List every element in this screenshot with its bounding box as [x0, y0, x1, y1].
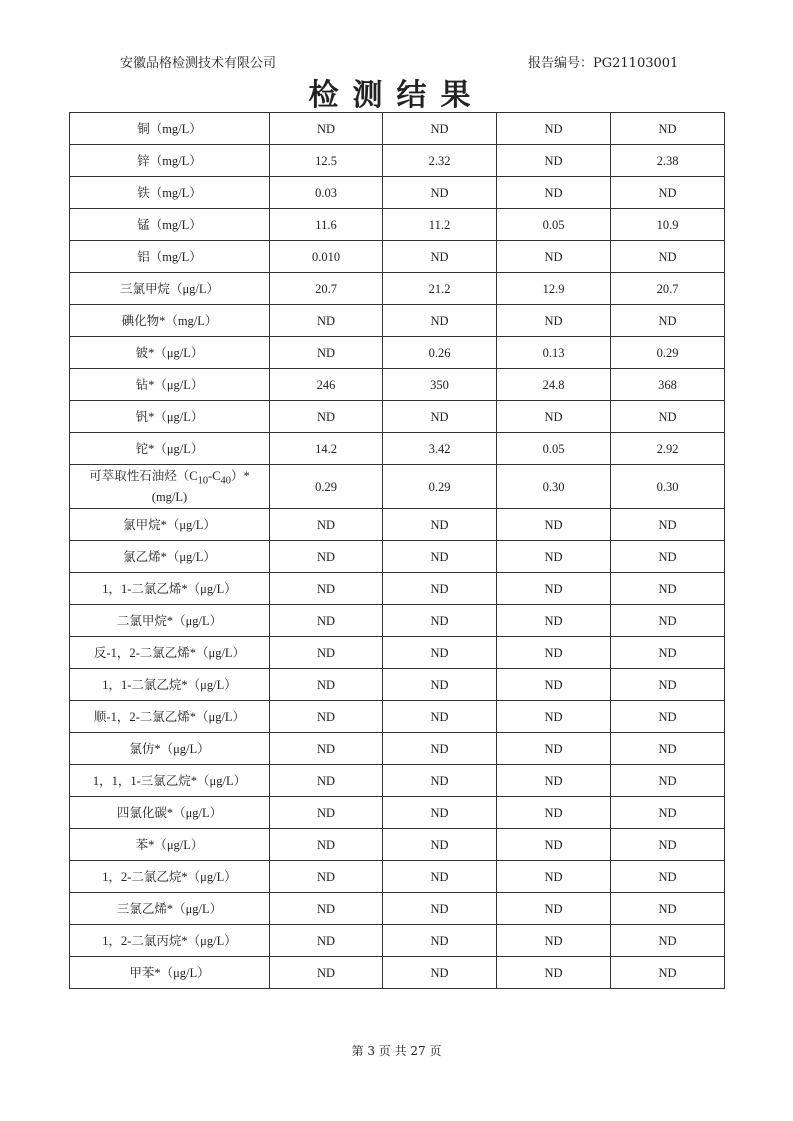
result-value: ND	[383, 573, 497, 605]
result-value: ND	[497, 893, 611, 925]
table-row	[70, 305, 725, 337]
table-row	[70, 145, 725, 177]
result-value: 0.05	[497, 433, 611, 465]
table-row	[70, 241, 725, 273]
parameter-name: 1，2-二氯乙烷*（μg/L）	[70, 861, 270, 893]
table-row	[70, 733, 725, 765]
result-value: 0.13	[497, 337, 611, 369]
result-value: ND	[497, 573, 611, 605]
table-row	[70, 509, 725, 541]
parameter-name-part: 10	[197, 475, 209, 487]
result-value: 0.05	[497, 209, 611, 241]
result-value: 0.03	[270, 177, 383, 209]
result-value: ND	[611, 305, 725, 337]
result-value: ND	[611, 573, 725, 605]
result-value: ND	[497, 241, 611, 273]
result-value: ND	[383, 797, 497, 829]
result-value: ND	[270, 509, 383, 541]
result-value: ND	[611, 177, 725, 209]
parameter-name: 氯甲烷*（μg/L）	[70, 509, 270, 541]
table-row	[70, 829, 725, 861]
result-value: ND	[383, 113, 497, 145]
result-value: ND	[383, 829, 497, 861]
parameter-name: 1，2-二氯丙烷*（μg/L）	[70, 925, 270, 957]
parameter-name: 铊*（μg/L）	[70, 433, 270, 465]
result-value: ND	[497, 925, 611, 957]
table-row	[70, 925, 725, 957]
result-value: ND	[611, 241, 725, 273]
result-value: ND	[383, 957, 497, 989]
result-value: ND	[497, 765, 611, 797]
result-value: ND	[383, 401, 497, 433]
table-row	[70, 209, 725, 241]
result-value: ND	[611, 701, 725, 733]
parameter-name: 三氯甲烷（μg/L）	[70, 273, 270, 305]
result-value: 0.29	[383, 465, 497, 509]
table-row	[70, 669, 725, 701]
result-value: ND	[383, 605, 497, 637]
result-value: ND	[383, 765, 497, 797]
parameter-name: 氯仿*（μg/L）	[70, 733, 270, 765]
result-value: ND	[383, 701, 497, 733]
result-value: ND	[270, 401, 383, 433]
result-value: 14.2	[270, 433, 383, 465]
result-value: ND	[497, 701, 611, 733]
result-value: 20.7	[611, 273, 725, 305]
result-value: ND	[383, 177, 497, 209]
result-value: ND	[497, 669, 611, 701]
parameter-name: 铍*（μg/L）	[70, 337, 270, 369]
result-value: ND	[270, 733, 383, 765]
page-footer: 第 3 页 共 27 页	[351, 1044, 442, 1058]
result-value: 350	[383, 369, 497, 401]
parameter-name: 反-1，2-二氯乙烯*（μg/L）	[70, 637, 270, 669]
result-value: ND	[270, 669, 383, 701]
table-row	[70, 893, 725, 925]
result-value: ND	[497, 145, 611, 177]
result-value: ND	[497, 957, 611, 989]
result-value: ND	[611, 509, 725, 541]
result-value: ND	[611, 957, 725, 989]
result-value: ND	[270, 893, 383, 925]
table-row	[70, 337, 725, 369]
result-value: 11.2	[383, 209, 497, 241]
table-row	[70, 177, 725, 209]
result-value: ND	[383, 733, 497, 765]
result-value: ND	[497, 177, 611, 209]
table-row	[70, 433, 725, 465]
parameter-name: 碘化物*（mg/L）	[70, 305, 270, 337]
result-value: ND	[611, 541, 725, 573]
result-value: ND	[270, 337, 383, 369]
parameter-name: 三氯乙烯*（μg/L）	[70, 893, 270, 925]
result-value: ND	[270, 765, 383, 797]
report-number: 报告编号：PG21103001	[528, 56, 679, 71]
result-value: ND	[611, 113, 725, 145]
parameter-name	[70, 465, 270, 509]
result-value: ND	[497, 305, 611, 337]
result-value: ND	[611, 637, 725, 669]
result-value: ND	[611, 925, 725, 957]
parameter-name: 顺-1，2-二氯乙烯*（μg/L）	[70, 701, 270, 733]
result-value: ND	[383, 893, 497, 925]
result-value: ND	[497, 541, 611, 573]
result-value: ND	[383, 541, 497, 573]
result-value: ND	[383, 241, 497, 273]
result-value: 246	[270, 369, 383, 401]
result-value: 21.2	[383, 273, 497, 305]
result-value: ND	[497, 605, 611, 637]
parameter-name: 铝（mg/L）	[70, 241, 270, 273]
result-value: ND	[270, 701, 383, 733]
result-value: 0.010	[270, 241, 383, 273]
table-row	[70, 113, 725, 145]
result-value: ND	[611, 829, 725, 861]
parameter-name: 二氯甲烷*（μg/L）	[70, 605, 270, 637]
parameter-name: 锰（mg/L）	[70, 209, 270, 241]
result-value: ND	[270, 113, 383, 145]
parameter-name: 四氯化碳*（μg/L）	[70, 797, 270, 829]
table-row	[70, 401, 725, 433]
table-row	[70, 765, 725, 797]
parameter-name: 氯乙烯*（μg/L）	[70, 541, 270, 573]
table-row	[70, 701, 725, 733]
result-value: ND	[497, 509, 611, 541]
table-row	[70, 957, 725, 989]
result-value: 24.8	[497, 369, 611, 401]
result-value: ND	[611, 765, 725, 797]
parameter-name: 锌（mg/L）	[70, 145, 270, 177]
result-value: ND	[383, 305, 497, 337]
result-value: 2.32	[383, 145, 497, 177]
parameter-name: 铁（mg/L）	[70, 177, 270, 209]
result-value: 2.92	[611, 433, 725, 465]
result-value: 3.42	[383, 433, 497, 465]
table-row	[70, 369, 725, 401]
parameter-name: 1，1-二氯乙烯*（μg/L）	[70, 573, 270, 605]
parameter-name: 1，1-二氯乙烷*（μg/L）	[70, 669, 270, 701]
parameter-name: 苯*（μg/L）	[70, 829, 270, 861]
table-row	[70, 637, 725, 669]
result-value: ND	[611, 893, 725, 925]
result-value: ND	[497, 829, 611, 861]
table-row	[70, 605, 725, 637]
table-row	[70, 861, 725, 893]
parameter-name: 1，1，1-三氯乙烷*（μg/L）	[70, 765, 270, 797]
table-row	[70, 465, 725, 509]
result-value: 0.29	[270, 465, 383, 509]
company-name: 安徽品格检测技术有限公司	[120, 56, 277, 71]
table-row	[70, 797, 725, 829]
result-value: 0.30	[497, 465, 611, 509]
table-row	[70, 541, 725, 573]
result-value: ND	[611, 605, 725, 637]
results-table	[69, 112, 725, 989]
result-value: ND	[611, 861, 725, 893]
result-value: ND	[270, 541, 383, 573]
result-value: ND	[497, 637, 611, 669]
result-value: 2.38	[611, 145, 725, 177]
result-value: ND	[270, 605, 383, 637]
result-value: 0.29	[611, 337, 725, 369]
result-value: ND	[270, 829, 383, 861]
result-value: ND	[270, 957, 383, 989]
result-value: ND	[497, 401, 611, 433]
parameter-name-part: ）*	[230, 468, 250, 483]
result-value: ND	[497, 797, 611, 829]
page-title: 检测结果	[308, 78, 485, 113]
result-value: 10.9	[611, 209, 725, 241]
result-value: ND	[383, 637, 497, 669]
result-value: ND	[270, 305, 383, 337]
result-value: ND	[383, 861, 497, 893]
parameter-name: 铜（mg/L）	[70, 113, 270, 145]
result-value: ND	[383, 509, 497, 541]
result-value: ND	[383, 669, 497, 701]
parameter-name: 甲苯*（μg/L）	[70, 957, 270, 989]
result-value: ND	[611, 669, 725, 701]
parameter-name: 钒*（μg/L）	[70, 401, 270, 433]
result-value: 12.5	[270, 145, 383, 177]
table-row	[70, 573, 725, 605]
result-value: ND	[270, 797, 383, 829]
result-value: ND	[497, 113, 611, 145]
parameter-name-part: -C	[208, 468, 221, 483]
result-value: 12.9	[497, 273, 611, 305]
parameter-name: 钻*（μg/L）	[70, 369, 270, 401]
result-value: ND	[497, 861, 611, 893]
result-value: 0.30	[611, 465, 725, 509]
result-value: ND	[270, 861, 383, 893]
parameter-name-part: (mg/L)	[151, 490, 188, 505]
table-row	[70, 273, 725, 305]
parameter-name-part: 可萃取性石油烃（C	[89, 468, 198, 483]
result-value: ND	[611, 733, 725, 765]
result-value: 20.7	[270, 273, 383, 305]
parameter-name-part: 40	[220, 475, 231, 487]
result-value: ND	[270, 637, 383, 669]
result-value: ND	[611, 797, 725, 829]
result-value: ND	[270, 573, 383, 605]
result-value: ND	[270, 925, 383, 957]
result-value: ND	[611, 401, 725, 433]
results-table-body	[70, 113, 725, 989]
result-value: 11.6	[270, 209, 383, 241]
result-value: ND	[497, 733, 611, 765]
result-value: 368	[611, 369, 725, 401]
result-value: ND	[383, 925, 497, 957]
result-value: 0.26	[383, 337, 497, 369]
